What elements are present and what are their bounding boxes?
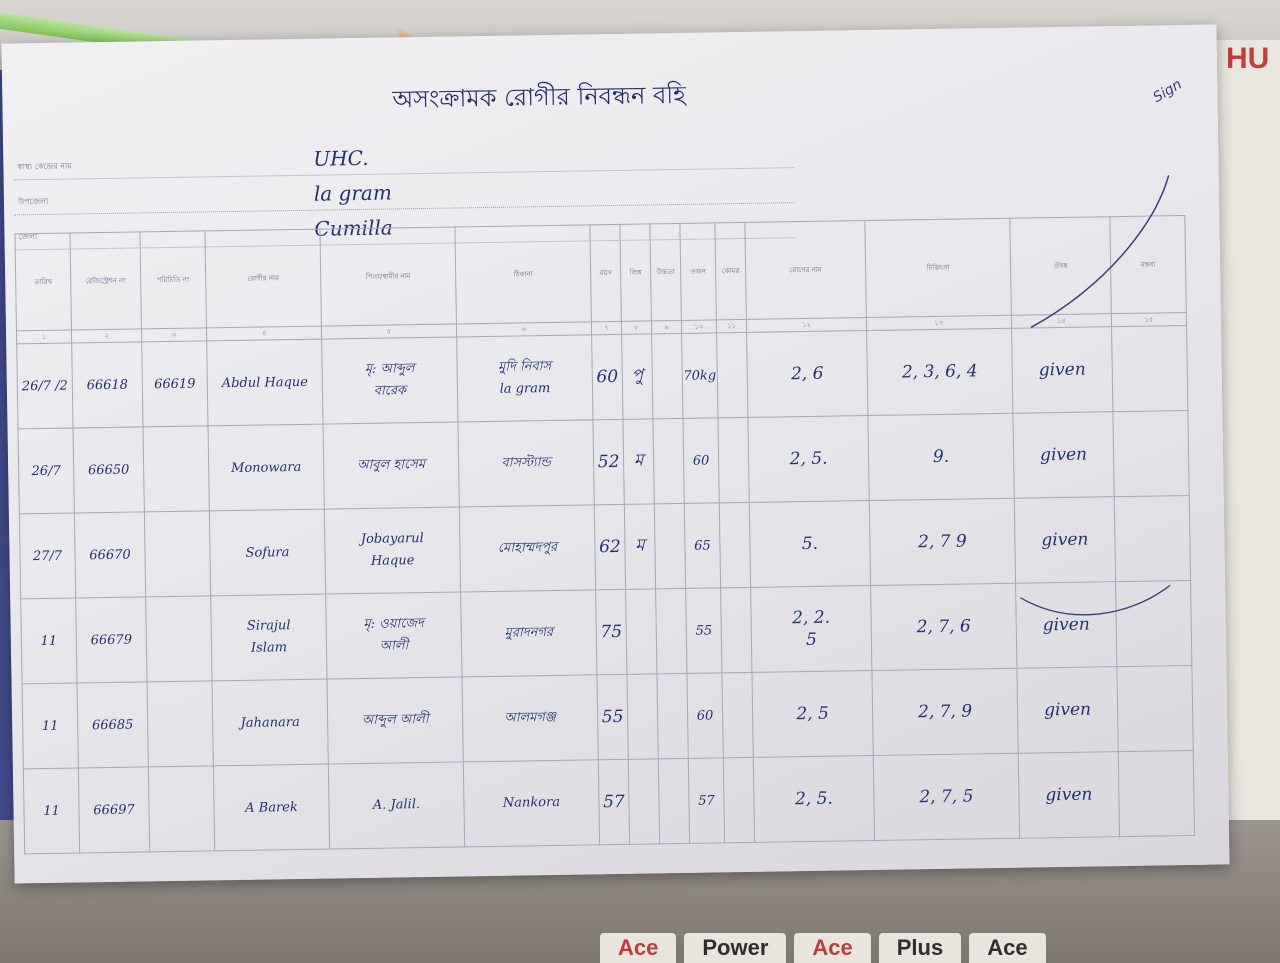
cell-disease xyxy=(751,586,872,673)
cell-treatment: 2, 7, 6 xyxy=(871,583,1017,670)
cell-remarks xyxy=(1114,495,1190,581)
cell-reg: 66670 xyxy=(74,512,145,598)
cell-remarks xyxy=(1116,580,1192,666)
cell-disease: 5. xyxy=(749,501,870,588)
column-index: ১২ xyxy=(746,318,866,333)
header-field xyxy=(13,141,793,180)
brand-label: Ace xyxy=(969,933,1045,963)
cell-disease: 2, 5 xyxy=(752,670,873,757)
cell-waist xyxy=(721,587,752,672)
header-field-label: জেলা xyxy=(18,232,38,242)
cell-id: 66619 xyxy=(142,341,208,427)
cell-sex: ম xyxy=(623,419,654,504)
cell-id xyxy=(143,426,209,512)
column-index: ১৫ xyxy=(1111,313,1186,327)
cell-father xyxy=(322,337,458,424)
cell-reg: 66618 xyxy=(72,342,143,428)
cell-id xyxy=(147,681,213,767)
cell-name: Jahanara xyxy=(212,679,328,766)
cell-id xyxy=(146,596,212,682)
cell-treatment: 2, 3, 6, 4 xyxy=(867,328,1013,415)
column-index: ১৩ xyxy=(866,315,1011,330)
cell-age: 55 xyxy=(597,674,628,759)
cell-reg: 66697 xyxy=(78,767,149,853)
medicine-box-strip xyxy=(600,930,1280,963)
cell-disease: 2, 5. xyxy=(748,416,869,503)
column-header: রোগীর নাম xyxy=(205,229,322,328)
cell-father-line2: আলী xyxy=(379,638,409,654)
cell-father-line2: বারেক xyxy=(373,383,407,399)
cell-weight: 60 xyxy=(683,418,719,504)
cell-height xyxy=(657,673,688,758)
cell-sex xyxy=(628,759,659,844)
cell-treatment: 2, 7, 5 xyxy=(873,753,1019,840)
cell-remarks xyxy=(1117,665,1193,751)
brand-label: Power xyxy=(684,933,786,963)
cell-name xyxy=(211,594,327,681)
cell-age: 57 xyxy=(598,759,629,844)
column-index: ১০ xyxy=(681,320,716,334)
cell-weight: 65 xyxy=(684,503,720,589)
cell-height xyxy=(652,333,683,418)
cell-weight: 70kg xyxy=(682,333,718,419)
cell-father-line1: আবুল হাসেম xyxy=(357,456,426,474)
cell-medicine: given xyxy=(1013,412,1114,499)
cell-waist xyxy=(723,757,754,842)
cell-medicine: given xyxy=(1012,327,1113,414)
cell-address xyxy=(458,420,594,507)
cell-age: 62 xyxy=(594,504,625,589)
cell-treatment: 9. xyxy=(868,413,1014,500)
column-header: পরিচিতি নং xyxy=(140,231,207,329)
cell-father-line2: Haque xyxy=(370,553,415,569)
cell-medicine: given xyxy=(1018,752,1119,839)
column-header: বয়স xyxy=(590,224,622,321)
cell-name: Monowara xyxy=(208,424,324,511)
cell-address xyxy=(463,760,599,847)
cell-weight: 55 xyxy=(686,588,722,674)
column-index: ২ xyxy=(71,329,141,343)
cell-date: 11 xyxy=(21,598,77,684)
cell-address-line2: la gram xyxy=(499,381,551,397)
cell-sex: ম xyxy=(624,504,655,589)
cell-name: Sofura xyxy=(209,509,325,596)
column-header: তারিখ xyxy=(15,233,72,331)
cell-address-line1: আলমগঞ্জ xyxy=(504,709,557,726)
cell-address xyxy=(457,335,593,422)
header-field-value: UHC. xyxy=(313,145,369,171)
column-header: ঠিকানা xyxy=(455,225,592,324)
cell-disease-line2: 5 xyxy=(805,629,818,651)
cell-waist xyxy=(718,417,749,502)
cell-address xyxy=(462,675,598,762)
cell-treatment: 2, 7 9 xyxy=(869,498,1015,585)
cell-father xyxy=(323,422,459,509)
cell-waist xyxy=(719,502,750,587)
column-header: উচ্চতা xyxy=(650,223,682,320)
cell-weight: 60 xyxy=(687,673,723,759)
column-index: ৫ xyxy=(321,324,456,339)
cell-father xyxy=(328,762,464,849)
cell-name-line2: Islam xyxy=(250,640,288,656)
column-header: চিকিৎসা xyxy=(865,218,1012,317)
column-header: ওজন xyxy=(680,223,717,321)
cell-waist xyxy=(722,672,753,757)
cell-date: 26/7 xyxy=(18,428,74,514)
cell-father-line1: আব্দুল আলী xyxy=(361,711,429,729)
cell-father-line1: মৃ: ওয়াজেদ xyxy=(363,616,424,632)
cell-sex: পু xyxy=(622,334,653,419)
cell-height xyxy=(658,758,689,843)
cell-disease: 2, 5. xyxy=(753,755,874,842)
cell-date: 11 xyxy=(23,768,79,854)
cell-id xyxy=(144,511,210,597)
column-header: পিতা/স্বামীর নাম xyxy=(320,227,457,326)
column-header: ঔষধ xyxy=(1010,217,1112,316)
cell-medicine: given xyxy=(1017,667,1118,754)
cell-remarks xyxy=(1118,750,1194,836)
table-row xyxy=(23,750,1194,853)
cell-disease: 2, 6 xyxy=(747,331,868,418)
cell-name: Abdul Haque xyxy=(207,339,323,426)
cell-address xyxy=(459,505,595,592)
corner-signature: Sign xyxy=(1150,76,1185,106)
cell-height xyxy=(653,418,684,503)
cell-address-line1: Nankora xyxy=(502,794,561,811)
register-page xyxy=(1,25,1229,884)
cell-father xyxy=(324,507,460,594)
cell-height xyxy=(656,588,687,673)
cell-name-line1: Sirajul xyxy=(246,618,291,634)
header-field-value: la gram xyxy=(313,180,392,206)
side-paper-label: HU xyxy=(1226,42,1270,75)
cell-date: 11 xyxy=(22,683,78,769)
column-header: রেজিস্ট্রেশন নং xyxy=(70,232,142,330)
column-index: ৯ xyxy=(651,320,681,333)
column-index: ৭ xyxy=(591,321,621,334)
cell-weight: 57 xyxy=(688,758,724,844)
cell-medicine: given xyxy=(1016,582,1117,669)
cell-father-line1: A. Jalil. xyxy=(372,797,421,813)
cell-remarks xyxy=(1113,411,1189,497)
brand-label: Ace xyxy=(794,933,870,963)
cell-address-line1: মুরাদনগর xyxy=(504,625,554,641)
brand-label: Ace xyxy=(600,933,676,963)
cell-date: 27/7 xyxy=(19,513,75,599)
cell-reg: 66679 xyxy=(76,597,147,683)
column-header: কোমর xyxy=(715,222,747,319)
cell-father-line1: মৃ: আব্দুল xyxy=(364,361,415,377)
table-header-row xyxy=(15,216,1186,331)
patient-register-table xyxy=(14,215,1195,854)
cell-address-line1: মোহাম্মদপুর xyxy=(497,539,558,556)
cell-address xyxy=(461,590,597,677)
cell-date: 26/7 /2 xyxy=(17,343,73,429)
cell-age: 52 xyxy=(593,419,624,504)
cell-id xyxy=(148,766,214,852)
cell-sex xyxy=(626,589,657,674)
column-index: ১১ xyxy=(716,319,746,332)
cell-waist xyxy=(717,332,748,417)
header-field xyxy=(14,176,794,215)
register-title: অসংক্রামক রোগীর নিবন্ধন বহি xyxy=(392,80,687,114)
column-index: ৮ xyxy=(621,321,651,334)
cell-father xyxy=(326,592,462,679)
cell-address-line1: মুদি নিবাস xyxy=(498,359,552,375)
column-header: রোগের নাম xyxy=(745,221,867,320)
column-index: ১ xyxy=(16,330,71,344)
header-field-value: Cumilla xyxy=(314,215,393,241)
column-index: ৩ xyxy=(141,328,206,342)
cell-father-line1: Jobayarul xyxy=(360,531,424,548)
column-index: ৬ xyxy=(456,322,591,337)
cell-remarks xyxy=(1112,326,1188,412)
column-header: লিঙ্গ xyxy=(620,224,652,321)
cell-disease-line1: 2, 2. xyxy=(792,607,831,629)
column-index: ১৪ xyxy=(1011,314,1111,329)
cell-reg: 66685 xyxy=(77,682,148,768)
header-field-label: স্বাস্থ্য কেন্দ্রের নাম xyxy=(17,161,72,172)
cell-name: A Barek xyxy=(213,764,329,851)
cell-sex xyxy=(627,674,658,759)
cell-father xyxy=(327,677,463,764)
cell-reg: 66650 xyxy=(73,427,144,513)
cell-medicine: given xyxy=(1014,497,1115,584)
column-index: ৪ xyxy=(206,326,321,341)
cell-age: 75 xyxy=(596,589,627,674)
brand-label: Plus xyxy=(879,933,961,963)
cell-height xyxy=(654,503,685,588)
header-field-label: উপজেলা xyxy=(17,196,49,207)
cell-treatment: 2, 7, 9 xyxy=(872,668,1018,755)
cell-age: 60 xyxy=(592,334,623,419)
column-header: মন্তব্য xyxy=(1110,216,1187,314)
cell-address-line1: বাসস্ট্যান্ড xyxy=(501,455,551,471)
